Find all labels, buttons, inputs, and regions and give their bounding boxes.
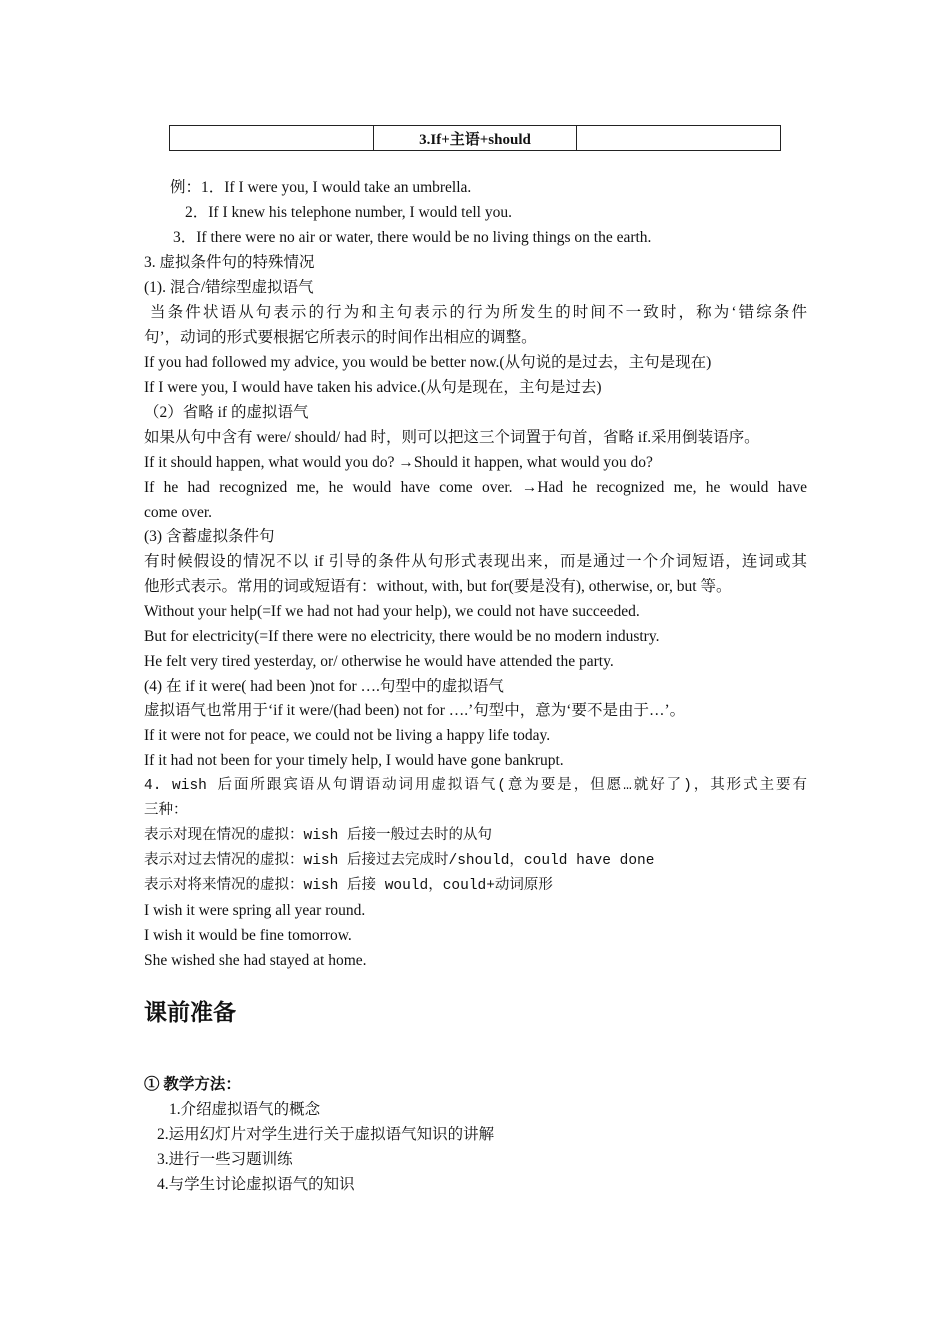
sub4-paragraph: 虚拟语气也常用于‘if it were/(had been) not for ….’句型中，意为‘要不是由于…’。 [144, 702, 686, 719]
sub4-example-2: If it had not been for your timely help, I would have gone bankrupt. [144, 752, 564, 769]
header-table [169, 125, 781, 151]
example-1: 例：1．If I were you, I would take an umbrella. [170, 179, 472, 196]
sub3-example-3: He felt very tired yesterday, or/ otherwise he would have attended the party. [144, 653, 614, 670]
method-item-2: 2.运用幻灯片对学生进行关于虚拟语气知识的讲解 [157, 1126, 495, 1143]
sub4-example-1: If it were not for peace, we could not be living a happy life today. [144, 727, 551, 744]
sub1-example-2: If I were you, I would have taken his advice.(从句是现在，主句是过去) [144, 379, 602, 396]
section4-paragraph-line1: 4. wish 后面所跟宾语从句谓语动词用虚拟语气(意为要是，但愿…就好了)，其形式主要有 [144, 778, 807, 794]
method-item-4: 4.与学生讨论虚拟语气的知识 [157, 1176, 355, 1193]
wish-future-rule: 表示对将来情况的虚拟：wish 后接 would，could+动词原形 [144, 878, 553, 894]
method-item-1: 1.介绍虚拟语气的概念 [169, 1101, 321, 1118]
section3-title: 3. 虚拟条件句的特殊情况 [144, 254, 315, 271]
sub3-paragraph-line2: 他形式表示。常用的词或短语有：without, with, but for(要是没有), otherwise, or, but 等。 [144, 578, 732, 595]
method-item-3: 3.进行一些习题训练 [157, 1151, 293, 1168]
table-cell-right [577, 126, 781, 151]
sub2-title: （2）省略 if 的虚拟语气 [144, 404, 309, 421]
sub1-title: (1). 混合/错综型虚拟语气 [144, 279, 314, 296]
wish-example-1: I wish it were spring all year round. [144, 902, 366, 919]
example-3: 3．If there were no air or water, there would be no living things on the earth. [173, 229, 652, 246]
teaching-method-title: ① 教学方法： [144, 1076, 241, 1093]
table-cell-center: 3.If+主语+should [373, 126, 577, 151]
table-row [170, 126, 781, 151]
sub1-paragraph-line2: 句’，动词的形式要根据它所表示的时间作出相应的调整。 [144, 329, 537, 346]
sub1-example-1: If you had followed my advice, you would be better now.(从句说的是过去，主句是现在) [144, 354, 712, 371]
sub3-example-1: Without your help(=If we had not had your help), we could not have succeeded. [144, 603, 640, 620]
wish-past-rule: 表示对过去情况的虚拟：wish 后接过去完成时/should，could have done [144, 853, 655, 869]
wish-example-3: She wished she had stayed at home. [144, 952, 367, 969]
sub3-title: (3) 含蓄虚拟条件句 [144, 528, 275, 545]
example-2: 2．If I knew his telephone number, I would tell you. [185, 204, 512, 221]
wish-example-2: I wish it would be fine tomorrow. [144, 927, 352, 944]
sub3-paragraph-line1: 有时候假设的情况不以 if 引导的条件从句形式表现出来，而是通过一个介词短语，连词或其 [144, 553, 807, 570]
sub2-example-2-line1: If he had recognized me, he would have come over. →Had he recognized me, he would have [144, 479, 807, 496]
sub2-example-1: If it should happen, what would you do? →Should it happen, what would you do? [144, 454, 653, 471]
sub2-paragraph: 如果从句中含有 were/ should/ had 时，则可以把这三个词置于句首，省略 if.采用倒装语序。 [144, 429, 760, 446]
section4-paragraph-line2: 三种： [144, 803, 188, 819]
sub2-example-2-line2: come over. [144, 504, 213, 521]
wish-present-rule: 表示对现在情况的虚拟：wish 后接一般过去时的从句 [144, 828, 493, 844]
table-cell-left [170, 126, 374, 151]
sub3-example-2: But for electricity(=If there were no electricity, there would be no modern industry. [144, 628, 660, 645]
prep-heading: 课前准备 [144, 1000, 236, 1026]
sub4-title: (4) 在 if it were( had been )not for ….句型中的虚拟语气 [144, 678, 504, 695]
sub1-paragraph-line1: 当条件状语从句表示的行为和主句表示的行为所发生的时间不一致时，称为‘错综条件 [150, 304, 807, 321]
